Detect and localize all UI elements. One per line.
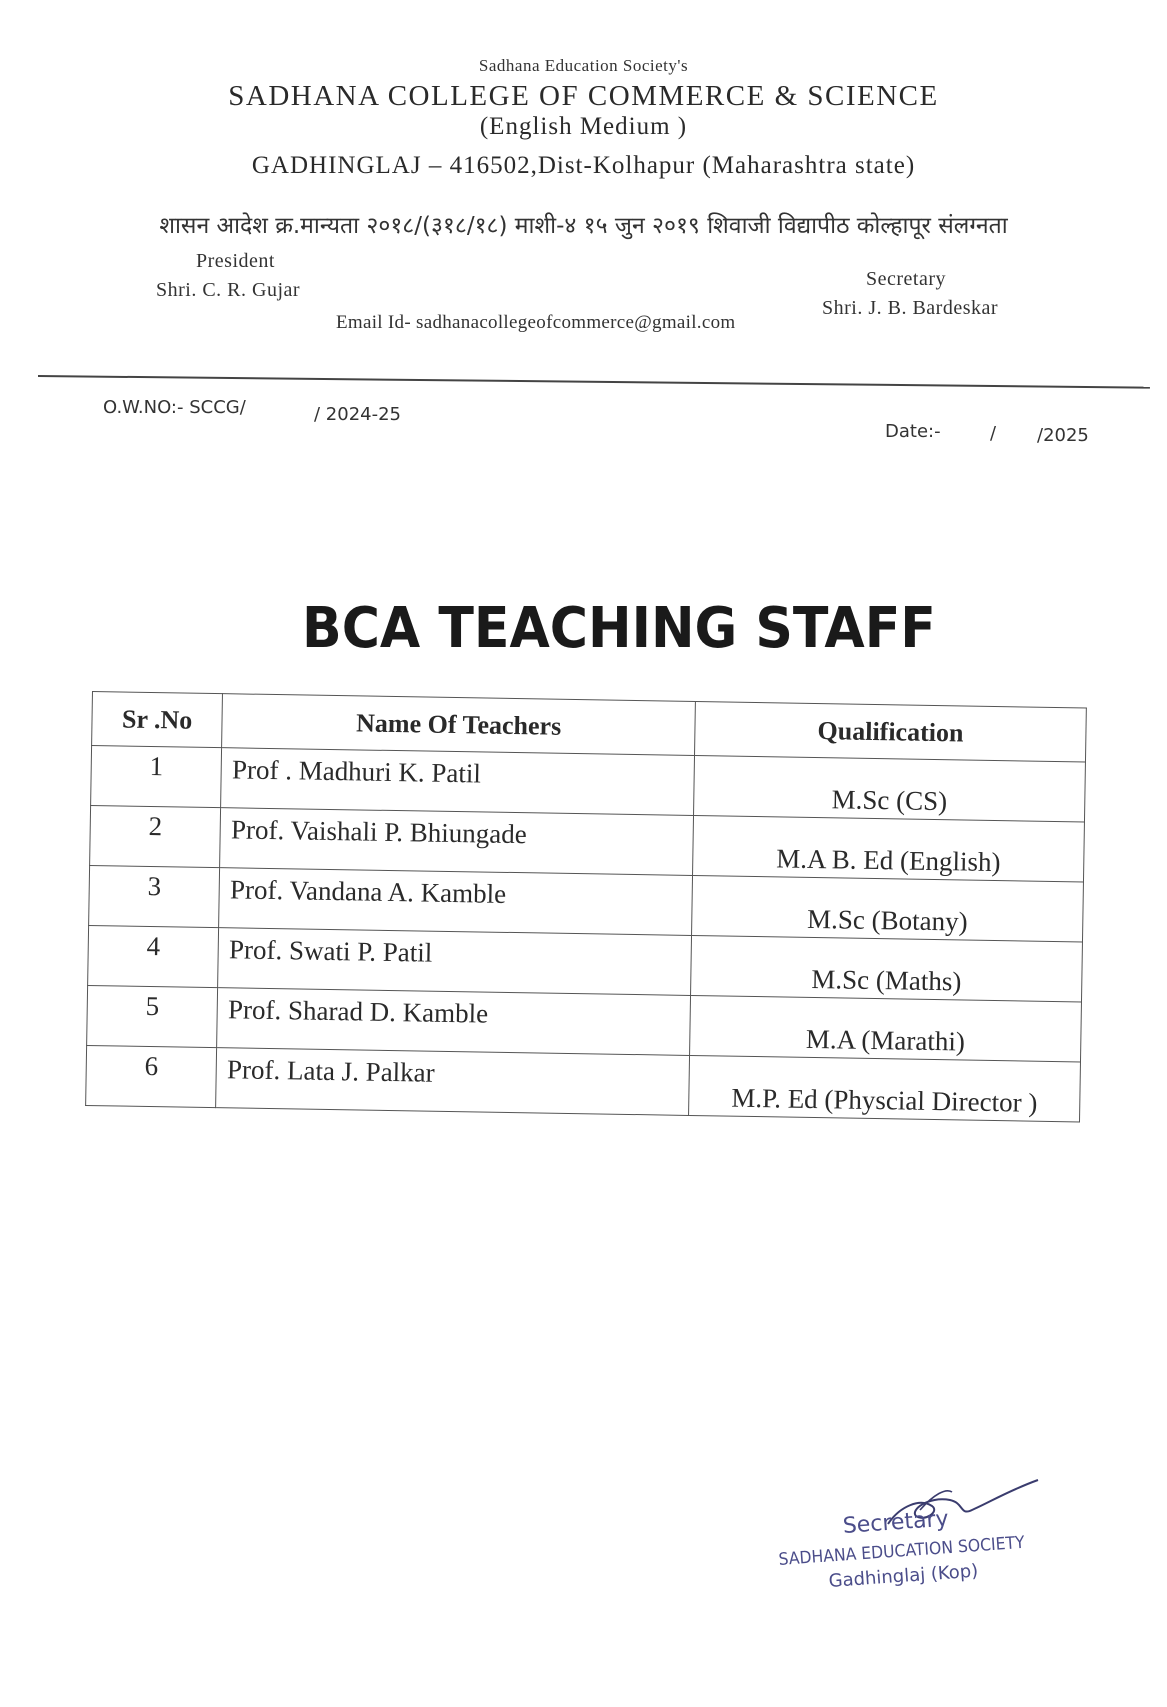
cell-teacher-name: Prof. Lata J. Palkar <box>216 1048 690 1116</box>
stamp-society-name: SADHANA EDUCATION SOCIETY <box>778 1532 1026 1570</box>
cell-teacher-name: Prof . Madhuri K. Patil <box>221 748 695 816</box>
date-label: Date:- <box>885 421 941 442</box>
stamp-secretary-title: Secretary <box>842 1506 950 1539</box>
address-line: GADHINGLAJ – 416502,Dist-Kolhapur (Maharashtra state) <box>251 152 916 179</box>
society-line: Sadhana Education Society's <box>478 56 689 75</box>
outward-number-year: / 2024-25 <box>314 404 401 425</box>
cell-qualification: M.Sc (CS) <box>694 756 1086 822</box>
college-name: SADHANA COLLEGE OF COMMERCE & SCIENCE <box>228 80 939 112</box>
cell-sr-no: 3 <box>89 865 220 927</box>
cell-teacher-name: Prof. Sharad D. Kamble <box>217 988 691 1056</box>
president-title: President <box>196 250 275 272</box>
president-name: Shri. C. R. Gujar <box>156 279 301 301</box>
cell-qualification: M.A B. Ed (English) <box>693 815 1085 881</box>
medium-line: (English Medium ) <box>479 113 688 140</box>
column-header-qualification: Qualification <box>695 702 1087 762</box>
cell-sr-no: 6 <box>86 1045 217 1107</box>
cell-qualification: M.Sc (Maths) <box>691 935 1083 1001</box>
cell-teacher-name: Prof. Swati P. Patil <box>218 928 692 996</box>
staff-table-container <box>85 691 1087 1122</box>
date-year: /2025 <box>1037 425 1089 446</box>
cell-sr-no: 1 <box>91 746 222 808</box>
cell-qualification: M.Sc (Botany) <box>692 875 1084 941</box>
secretary-title: Secretary <box>866 268 947 290</box>
column-header-sr-no: Sr .No <box>92 692 223 748</box>
cell-teacher-name: Prof. Vaishali P. Bhiungade <box>220 808 694 876</box>
column-header-name: Name Of Teachers <box>222 694 696 756</box>
cell-sr-no: 5 <box>87 985 218 1047</box>
email-line: Email Id- sadhanacollegeofcommerce@gmail.com <box>336 312 736 333</box>
cell-sr-no: 2 <box>90 805 221 867</box>
government-order-line: शासन आदेश क्र.मान्यता २०१८/(३१८/१८) माशी-४ १५ जुन २०१९ शिवाजी विद्यापीठ कोल्हापूर संलग्नता <box>159 213 1008 239</box>
page-title: BCA TEACHING STAFF <box>302 596 936 661</box>
cell-sr-no: 4 <box>88 925 219 987</box>
cell-qualification: M.A (Marathi) <box>690 995 1082 1061</box>
date-separator: / <box>990 423 997 444</box>
header-divider <box>38 375 1150 389</box>
staff-table <box>85 691 1087 1122</box>
cell-qualification: M.P. Ed (Physcial Director ) <box>689 1055 1081 1121</box>
stamp-place: Gadhinglaj (Kop) <box>828 1560 979 1592</box>
secretary-name: Shri. J. B. Bardeskar <box>822 297 999 319</box>
outward-number-label: O.W.NO:- SCCG/ <box>103 397 246 418</box>
cell-teacher-name: Prof. Vandana A. Kamble <box>219 868 693 936</box>
